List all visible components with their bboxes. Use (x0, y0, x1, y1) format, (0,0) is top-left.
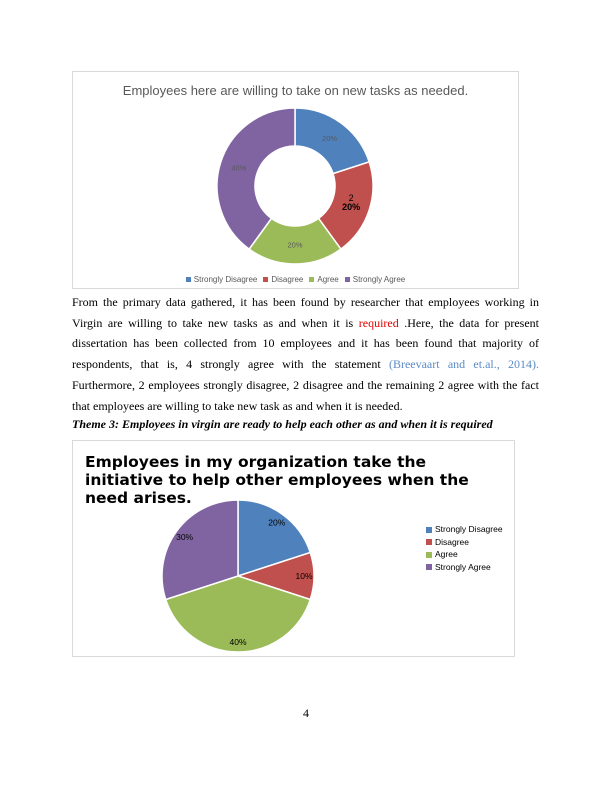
legend-swatch (426, 564, 432, 570)
citation-link[interactable]: (Breevaart and et.al., 2014). (388, 357, 540, 372)
data-label: 40% (229, 636, 247, 647)
data-label: 20% (268, 517, 286, 528)
paragraph-text: Furthermore, 2 employees strongly disagree, 2 disagree and the remaining 2 agree with the fact that employees are willing to take new task as and when it is needed. (72, 377, 539, 413)
data-label: 20% (287, 240, 303, 250)
data-label: 30% (176, 532, 194, 543)
legend-item (426, 523, 503, 536)
data-label: 10% (295, 570, 313, 581)
data-label: 20% (322, 133, 338, 143)
legend-item (426, 561, 503, 574)
legend-label: Disagree (271, 275, 304, 284)
data-label: 20% (342, 201, 361, 212)
legend-swatch (426, 527, 432, 533)
legend-item (309, 275, 338, 284)
legend-swatch (426, 552, 432, 558)
page-number: 4 (303, 706, 309, 720)
data-label: 40% (231, 163, 247, 173)
legend-label: Strongly Disagree (193, 275, 258, 284)
chart-legend (426, 523, 503, 573)
paragraph-text: .Here, the data for present dissertation has been collected from 10 employees and it has been found that majority of respondents, that is, 4 strongly agree with the statement (72, 315, 540, 372)
legend-label: Agree (317, 275, 339, 284)
legend-label: Strongly Disagree (435, 524, 503, 534)
legend-swatch (345, 277, 350, 282)
legend-swatch (186, 277, 191, 282)
legend-swatch (426, 539, 432, 545)
chart-title: Employees in my organization take the initiative to help other employees when the need arises. (85, 453, 469, 507)
legend-swatch (309, 277, 314, 282)
legend-swatch (263, 277, 268, 282)
chart-title: Employees here are willing to take on new tasks as needed. (122, 83, 469, 98)
paragraph-text: From the primary data gathered, it has been found by researcher that employees working in Virgin are willing to take new tasks as and when it is (72, 295, 539, 330)
donut-chart-new-tasks (72, 71, 519, 289)
paragraph-highlight: required (358, 315, 399, 330)
pie-chart-initiative (72, 440, 515, 657)
legend-label: Strongly Agree (352, 275, 406, 284)
legend-item (263, 275, 303, 284)
legend-item (426, 536, 503, 549)
legend-label: Agree (435, 549, 458, 559)
legend-item (186, 275, 258, 284)
legend-item (345, 275, 405, 284)
body-paragraph (72, 292, 539, 416)
chart-legend (73, 275, 518, 284)
legend-label: Strongly Agree (435, 561, 491, 572)
legend-label: Disagree (435, 536, 470, 547)
data-label-extra: 2 (348, 192, 354, 203)
legend-item (426, 548, 503, 561)
theme-heading: Theme 3: Employees in virgin are ready to help each other as and when it is required (72, 417, 493, 431)
donut-chart-svg (73, 72, 518, 288)
